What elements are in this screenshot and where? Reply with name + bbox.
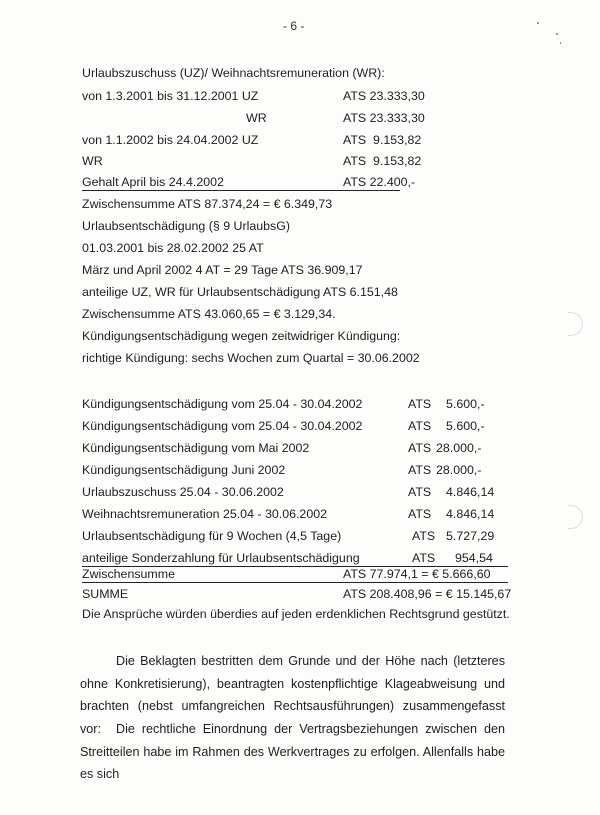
amount-uz-2001: ATS 23.333,30	[343, 89, 425, 103]
table-row-value: 954,54	[455, 551, 493, 565]
claims-line: Die Ansprüche würden überdies auf jeden erdenklichen Rechtsgrund gestützt.	[82, 607, 510, 621]
table-row-currency: ATS	[412, 551, 436, 565]
heading-urlaubszuschuss: Urlaubszuschuss (UZ)/ Weihnachtsremuneration (WR):	[82, 66, 385, 80]
punch-hole-shadow	[568, 505, 583, 529]
urlaubsentschaedigung-heading: Urlaubsentschädigung (§ 9 UrlaubsG)	[82, 219, 290, 233]
anteilige-uz-wr-line: anteilige UZ, WR für Urlaubsentschädigung ATS 6.151,48	[82, 285, 398, 299]
zwischensumme-3-amount: ATS 77.974,1 = € 5.666,60	[343, 567, 491, 581]
richtige-kuendigung-line: richtige Kündigung: sechs Wochen zum Quartal = 30.06.2002	[82, 351, 420, 365]
table-row-currency: ATS	[408, 463, 432, 477]
scan-speck	[560, 42, 561, 44]
table-row-currency: ATS	[408, 397, 432, 411]
table-row-label: Kündigungsentschädigung vom 25.04 - 30.04.2002	[82, 419, 363, 433]
urlaub-period-line: 01.03.2001 bis 28.02.2002 25 AT	[82, 241, 264, 255]
paragraph-beklagten: Die Beklagten bestritten dem Grunde und der Höhe nach (letzteres ohne Konkretisierung), beantragten kostenpflichtige Klageabweisung und brachten (nebst umfangreichen Rechtsausführungen) zusammengefasst vor:	[80, 654, 505, 736]
kuendigungsentschaedigung-heading: Kündigungsentschädigung wegen zeitwidriger Kündigung:	[82, 329, 401, 343]
table-row-currency: ATS	[412, 529, 436, 543]
zwischensumme-2: Zwischensumme ATS 43.060,65 = € 3.129,34.	[82, 307, 336, 321]
table-row-value: 5.600,-	[446, 419, 485, 433]
paragraph-rechtliche-einordnung: Die rechtliche Einordnung der Vertragsbeziehungen zwischen den Streitteilen habe im Rahmen des Werkvertrages zu erfolgen. Allenfalls habe es sich	[80, 722, 505, 781]
page-number: - 6 -	[283, 19, 305, 33]
table-row-value: 5.727,29	[446, 529, 495, 543]
table-row-currency: ATS	[408, 485, 432, 499]
table-row-value: 28.000,-	[436, 463, 482, 477]
line-gehalt-april: Gehalt April bis 24.4.2002	[82, 175, 224, 189]
underline-gehalt	[82, 190, 400, 191]
underline-zwischensumme	[82, 582, 508, 583]
scan-speck	[556, 33, 558, 35]
table-row-label: Urlaubsentschädigung für 9 Wochen (4,5 Tage)	[82, 529, 342, 543]
table-row-currency: ATS	[408, 441, 432, 455]
line-wr-2002: WR	[82, 154, 103, 168]
amount-wr-2001: ATS 23.333,30	[343, 111, 425, 125]
summe-label: SUMME	[82, 587, 129, 601]
line-uz-2001: von 1.3.2001 bis 31.12.2001 UZ	[82, 89, 259, 103]
punch-hole-shadow	[568, 312, 583, 336]
table-row-currency: ATS	[408, 419, 432, 433]
table-row-value: 4.846,14	[446, 485, 495, 499]
table-row-currency: ATS	[408, 507, 432, 521]
line-uz-2002: von 1.1.2002 bis 24.04.2002 UZ	[82, 133, 259, 147]
table-row-label: Kündigungsentschädigung Juni 2002	[82, 463, 286, 477]
maerz-april-line: März und April 2002 4 AT = 29 Tage ATS 36.909,17	[82, 263, 363, 277]
table-row-label: Weihnachtsremuneration 25.04 - 30.06.2002	[82, 507, 327, 521]
table-row-label: Urlaubszuschuss 25.04 - 30.06.2002	[82, 485, 284, 499]
line-wr-2001: WR	[246, 111, 267, 125]
scan-speck	[537, 22, 539, 24]
zwischensumme-1: Zwischensumme ATS 87.374,24 = € 6.349,73	[82, 197, 333, 211]
table-row-value: 28.000,-	[436, 441, 482, 455]
table-row-value: 5.600,-	[446, 397, 485, 411]
amount-wr-2002: ATS 9.153,82	[343, 154, 422, 168]
table-row-value: 4.846,14	[446, 507, 495, 521]
summe-amount: ATS 208.408,96 = € 15.145,67	[343, 587, 512, 601]
table-row-label: anteilige Sonderzahlung für Urlaubsentschädigung	[82, 551, 360, 565]
amount-uz-2002: ATS 9.153,82	[343, 133, 422, 147]
amount-gehalt-april: ATS 22.400,-	[343, 175, 416, 189]
table-row-label: Kündigungsentschädigung vom 25.04 - 30.04.2002	[82, 397, 363, 411]
table-row-label: Kündigungsentschädigung vom Mai 2002	[82, 441, 310, 455]
zwischensumme-3-label: Zwischensumme	[82, 567, 175, 581]
